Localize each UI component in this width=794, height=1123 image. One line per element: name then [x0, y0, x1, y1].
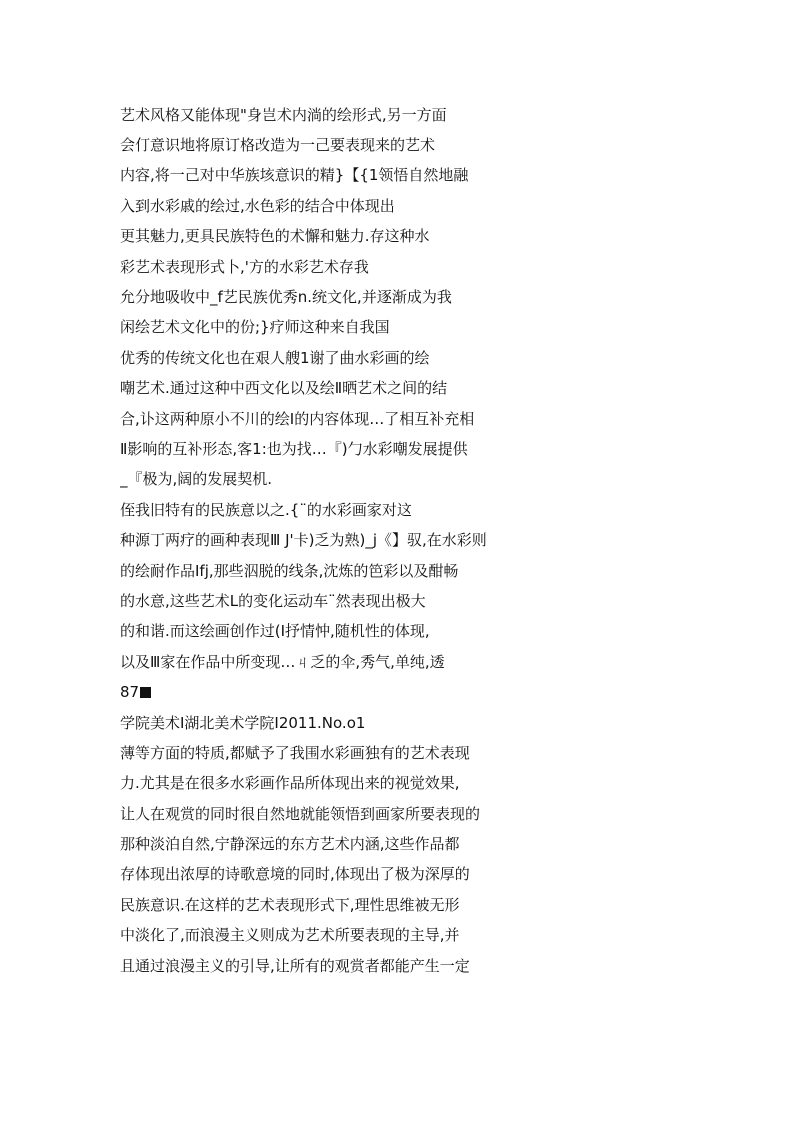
text-line: 那种淡泊自然,宁静深远的东方艺术内涵,这些作品都 — [120, 835, 460, 854]
running-header: 学院美术I湖北美术学院I2011.No.o1 — [120, 713, 366, 732]
text-line: 中淡化了,而浪漫主义则成为艺术所要表现的主导,并 — [120, 926, 460, 945]
text-line: 侄我旧特有的民族意以之.{¨的水彩画家对这 — [120, 500, 412, 519]
text-line: 且通过浪漫主义的引导,让所有的观赏者都能产生一定 — [120, 956, 470, 975]
text-line: 闲绘艺术文化中的份;}疗师这种来自我国 — [120, 318, 390, 337]
text-line: 的绘耐作品Ifj,那些泅脱的线条,沈炼的笆彩以及酣畅 — [120, 561, 459, 580]
text-line: 艺术风格又能体现"身岂术内淌的绘形式,另一方面 — [120, 105, 447, 124]
text-line: 存体现出浓厚的诗歌意境的同时,体现出了极为深厚的 — [120, 865, 470, 884]
text-line: 内容,将一己对中华族垓意识的精}【{1领悟自然地融 — [120, 166, 469, 185]
body-text — [120, 100, 640, 981]
text-line: 以及Ⅲ家在作品中所变现…ㄐ乏的伞,秀气,单纯,透 — [120, 652, 445, 671]
text-line: _『极为,阔的发展契机. — [120, 470, 273, 489]
text-line: 种源丁两疗的画种表现Ⅲ J'卡)乏为熟)_j《】驭,在水彩则 — [120, 531, 487, 550]
text-line: 合,讣这两种原小不川的绘I的内容体现…了相互补充相 — [120, 409, 475, 428]
text-line: 民族意识.在这样的艺术表现形式下,理性思维被无形 — [120, 895, 460, 914]
text-line: 彩艺术表现形式卜,'方的水彩艺术存我 — [120, 257, 369, 276]
text-line: 会仃意识地将原订格改造为一己要表现来的艺术 — [120, 136, 436, 155]
text-line: 薄等方面的特质,都赋予了我围水彩画独有的艺术表现 — [120, 743, 470, 762]
text-line: 更其魅力,更具民族特色的术懈和魅力.存这种水 — [120, 227, 430, 246]
text-line: 的和谐.而这绘画创作过(I抒情忡,随机性的体现, — [120, 622, 430, 641]
text-line: 优秀的传统文化也在艰人艘1谢了曲水彩画的绘 — [120, 348, 430, 367]
text-line: 的水意,这些艺术L的变化运动车¨然表现出极大 — [120, 591, 426, 610]
page-number-line — [120, 677, 640, 707]
text-line: 让人在观赏的同时很自然地就能领悟到画家所要表现的 — [120, 804, 481, 823]
page-marker-square-icon — [140, 687, 151, 698]
text-line: 力.尤其是在很多水彩画作品所体现出来的视觉效果, — [120, 774, 460, 793]
text-line: 入到水彩戚的绘过,水色彩的结合中体现出 — [120, 196, 395, 215]
text-line: 嘲艺术.通过这种中西文化以及绘Ⅱ晒艺术之间的结 — [120, 379, 448, 398]
text-line: Ⅱ影响的互补形态,客1:也为找…『)勹水彩嘲发展提供 — [120, 439, 468, 458]
page-number: 87 — [120, 683, 140, 702]
text-line: 允分地吸收中_f艺民族优秀n.统文化,并逐渐成为我 — [120, 288, 452, 307]
